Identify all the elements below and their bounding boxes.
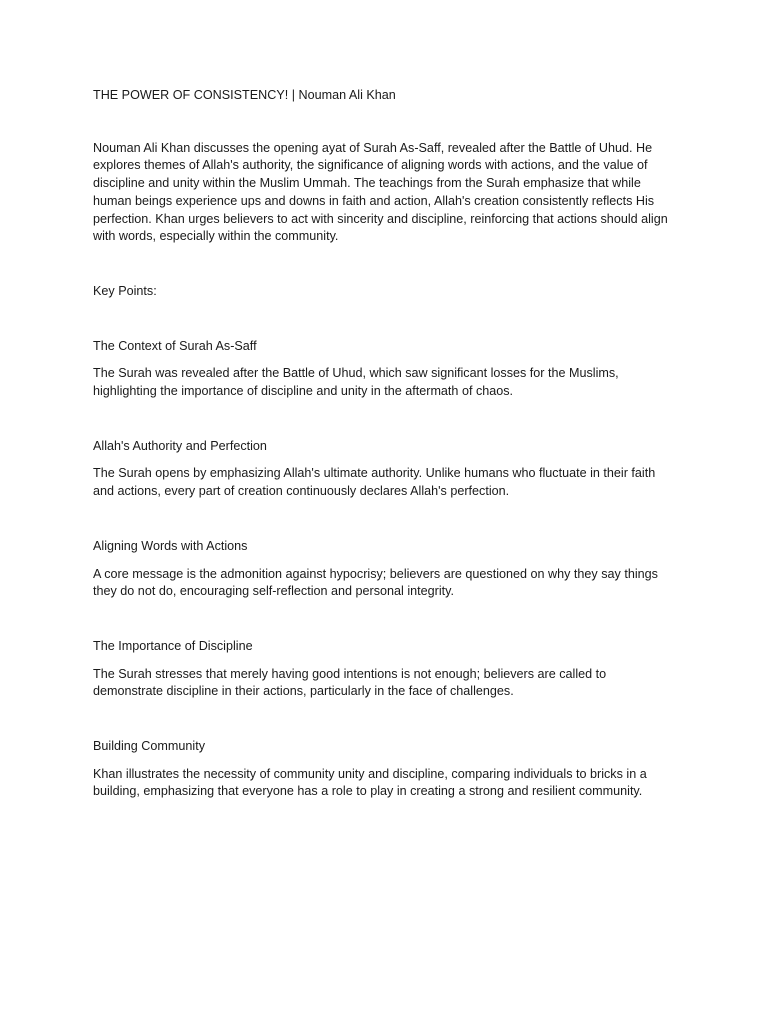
key-points-label: Key Points: [93, 283, 157, 298]
document-title: THE POWER OF CONSISTENCY! | Nouman Ali Khan [93, 88, 396, 102]
section-context [93, 338, 678, 401]
section-community [93, 738, 678, 801]
section-heading: Aligning Words with Actions [93, 538, 248, 553]
section-heading: Building Community [93, 739, 205, 754]
document-content [93, 87, 678, 801]
intro-paragraph: Nouman Ali Khan discusses the opening ayat of Surah As-Saff, revealed after the Battle of Uhud. He explores themes of Allah's authority, the significance of aligning words with actions, and the value of discipline and unity within the Muslim Ummah. The teachings from the Surah emphasize that while human beings experience ups and downs in faith and action, Allah's creation consistently reflects His perfection. Khan urges believers to act with sincerity and discipline, reinforcing that actions should align with words, especially within the community. [93, 140, 668, 244]
section-heading: The Context of Surah As-Saff [93, 338, 257, 353]
section-words-actions [93, 538, 678, 601]
section-body: The Surah was revealed after the Battle of Uhud, which saw significant losses for the Muslims, highlighting the importance of discipline and unity in the aftermath of chaos. [93, 366, 619, 399]
section-body: The Surah opens by emphasizing Allah's ultimate authority. Unlike humans who fluctuate in their faith and actions, every part of creation continuously declares Allah's perfection. [93, 466, 656, 499]
section-discipline [93, 638, 678, 701]
section-heading: The Importance of Discipline [93, 638, 253, 653]
section-body: The Surah stresses that merely having good intentions is not enough; believers are called to demonstrate discipline in their actions, particularly in the face of challenges. [93, 666, 607, 699]
section-heading: Allah's Authority and Perfection [93, 438, 267, 453]
section-authority [93, 438, 678, 501]
section-body: Khan illustrates the necessity of community unity and discipline, comparing individuals to bricks in a building, emphasizing that everyone has a role to play in creating a strong and resilient community. [93, 766, 647, 799]
section-body: A core message is the admonition against hypocrisy; believers are questioned on why they say things they do not do, encouraging self-reflection and personal integrity. [93, 566, 658, 599]
